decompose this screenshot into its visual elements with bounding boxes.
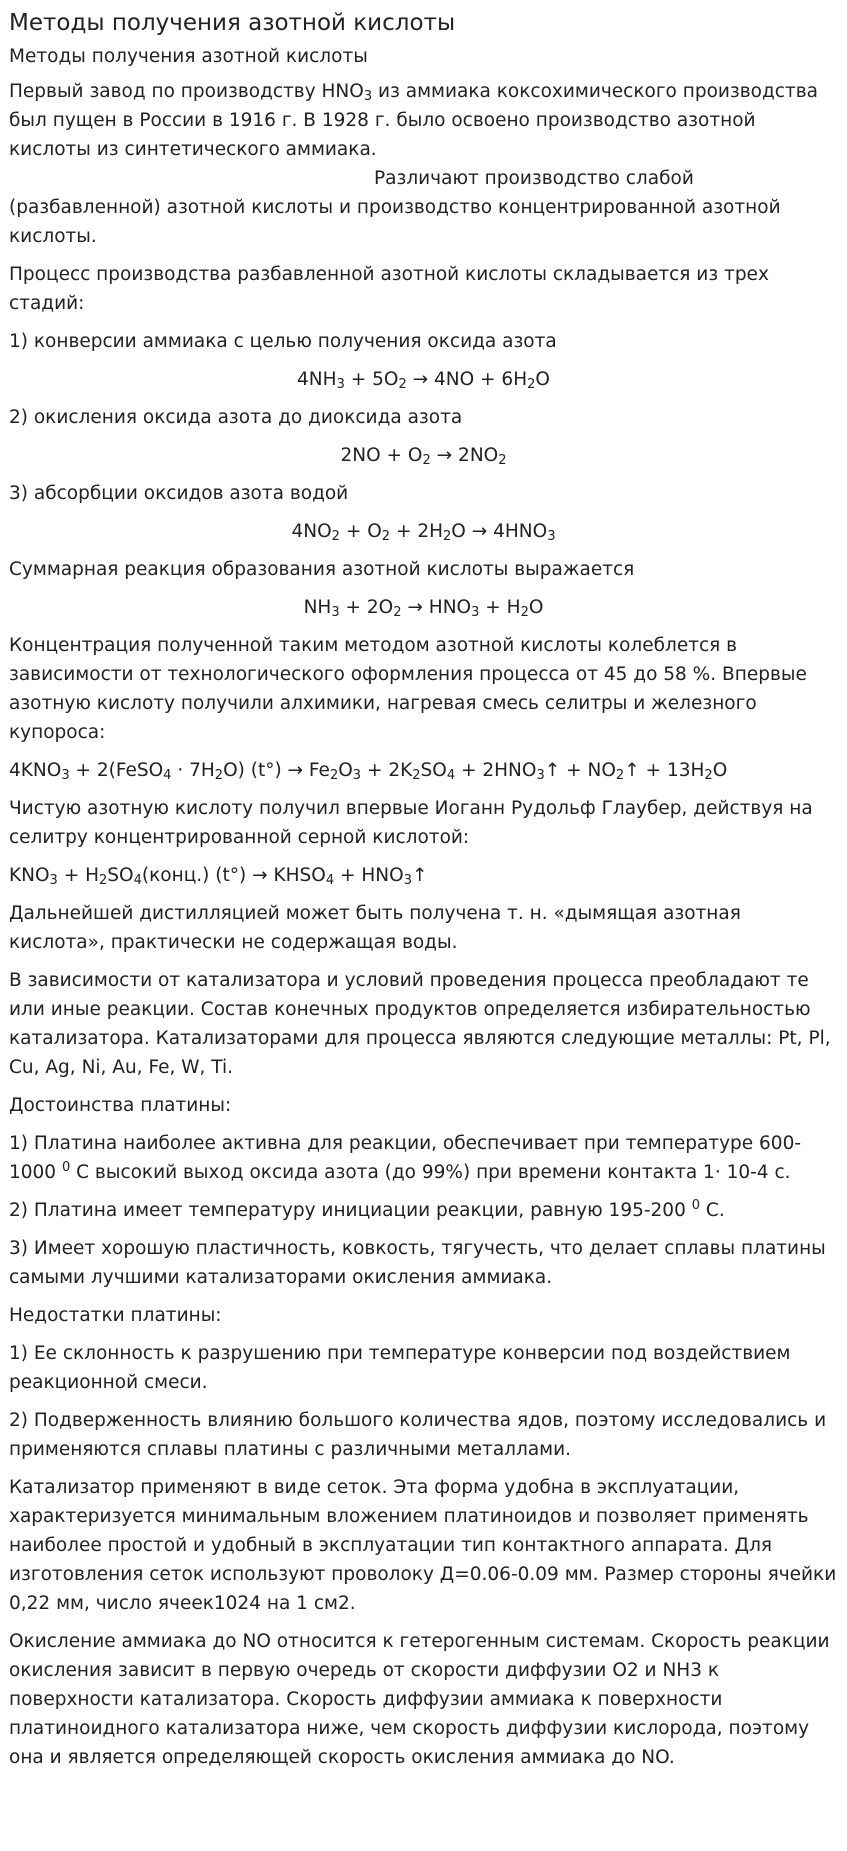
equation-3: $4NO_2 + O_2 + 2H_2O \to 4HNO_3$ bbox=[291, 521, 556, 544]
process-intro: Процесс производства разбавленной азотной кислоты складывается из трех стадий: bbox=[9, 264, 769, 314]
advantage-2: 2) Платина имеет температуру инициации реакции, равную 195-200 $^0$ С. bbox=[9, 1198, 725, 1221]
oxidation-paragraph: Окисление аммиака до NO относится к гетерогенным системам. Скорость реакции окисления зависит в первую очередь от скорости диффузии О2 и NH3 к поверхности катализатора. Скорость диффузии аммиака к поверхности платиноидного катализатора ниже, чем скорость диффузии кислорода, поэтому она и является определяющей скорость окисления аммиака до NO. bbox=[9, 1631, 830, 1768]
advantage-1: 1) Платина наиболее активна для реакции, обеспечивает при температуре 600-1000 $^0$ С высокий выход оксида азота (до 99%) при времени контакта 1· 10-4 с. bbox=[9, 1133, 802, 1183]
catalysts-paragraph: В зависимости от катализатора и условий проведения процесса преобладают те или иные реакции. Состав конечных продуктов определяется избирательностью катализатора. Катализаторами для процесса являются следующие металлы: Pt, Pl, Cu, Ag, Ni, Au, Fe, W, Ti. bbox=[9, 970, 831, 1078]
article-subtitle: Методы получения азотной кислоты bbox=[9, 46, 368, 67]
disadvantages-heading: Недостатки платины: bbox=[9, 1305, 222, 1326]
stage-2: 2) окисления оксида азота до диоксида азота bbox=[9, 407, 463, 428]
concentration-paragraph: Концентрация полученной таким методом азотной кислоты колеблется в зависимости от технологического оформления процесса от 45 до 58 %. Впервые азотную кислоту получили алхимики, нагревая смесь селитры и железного купороса: bbox=[9, 635, 807, 743]
equation-4: $NH_3 + 2O_2 \to HNO_3 + H_2O$ bbox=[303, 597, 544, 620]
glauber-paragraph: Чистую азотную кислоту получил впервые Иоганн Рудольф Глаубер, действуя на селитру концентрированной серной кислотой: bbox=[9, 798, 813, 848]
equation-1: $4NH_3 + 5O_2 \to 4NO + 6H_2O$ bbox=[297, 369, 550, 392]
disadvantage-2: 2) Подверженность влиянию большого количества ядов, поэтому исследовались и применяются сплавы платины с различными металлами. bbox=[9, 1410, 827, 1460]
advantages-heading: Достоинства платины: bbox=[9, 1095, 232, 1116]
distillation-paragraph: Дальнейшей дистилляцией может быть получена т. н. «дымящая азотная кислота», практически не содержащая воды. bbox=[9, 903, 741, 953]
page-title: Методы получения азотной кислоты bbox=[9, 10, 456, 36]
mesh-paragraph: Катализатор применяют в виде сеток. Эта форма удобна в эксплуатации, характеризуется минимальным вложением платиноидов и позволяет применять наиболее простой и удобный в эксплуатации тип контактного аппарата. Для изготовления сеток используют проволоку Д=0.06-0.09 мм. Размер стороны ячейки 0,22 мм, число ячеек1024 на 1 см2. bbox=[9, 1477, 837, 1614]
equation-5: $4KNO_3$ + 2(FeSO$_4$ · $7H_2O$) $(t^\circ) \to Fe_2O_3 + 2K_2SO_4$ + $2HNO_3↑$ + $NO_2↑ + 13H_2O$ bbox=[9, 760, 728, 783]
equation-6: $KNO_3$ + $H_2SO_4(конц.) (t^\circ)$ → $KHSO_4$ + $HNO_3↑$ bbox=[9, 865, 428, 888]
history-paragraph: Первый завод по производству $HNO_3$ из аммиака коксохимического производства был пущен в России в 1916 г. В 1928 г. было освоено производство азотной кислоты из синтетического аммиака. Различают производство слабой (разбавленной) азотной кислоты и производство концентрированной азотной кислоты. bbox=[9, 81, 818, 247]
disadvantage-1: 1) Ее склонность к разрушению при температуре конверсии под воздействием реакционной смеси. bbox=[9, 1343, 791, 1393]
advantage-3: 3) Имеет хорошую пластичность, ковкость, тягучесть, что делает сплавы платины самыми лучшими катализаторами окисления аммиака. bbox=[9, 1238, 826, 1288]
stage-1: 1) конверсии аммиака с целью получения оксида азота bbox=[9, 331, 557, 352]
equation-2: $2NO + O_2 \to 2NO_2$ bbox=[340, 445, 507, 468]
summary-text: Суммарная реакция образования азотной кислоты выражается bbox=[9, 559, 635, 580]
stage-3: 3) абсорбции оксидов азота водой bbox=[9, 483, 349, 504]
